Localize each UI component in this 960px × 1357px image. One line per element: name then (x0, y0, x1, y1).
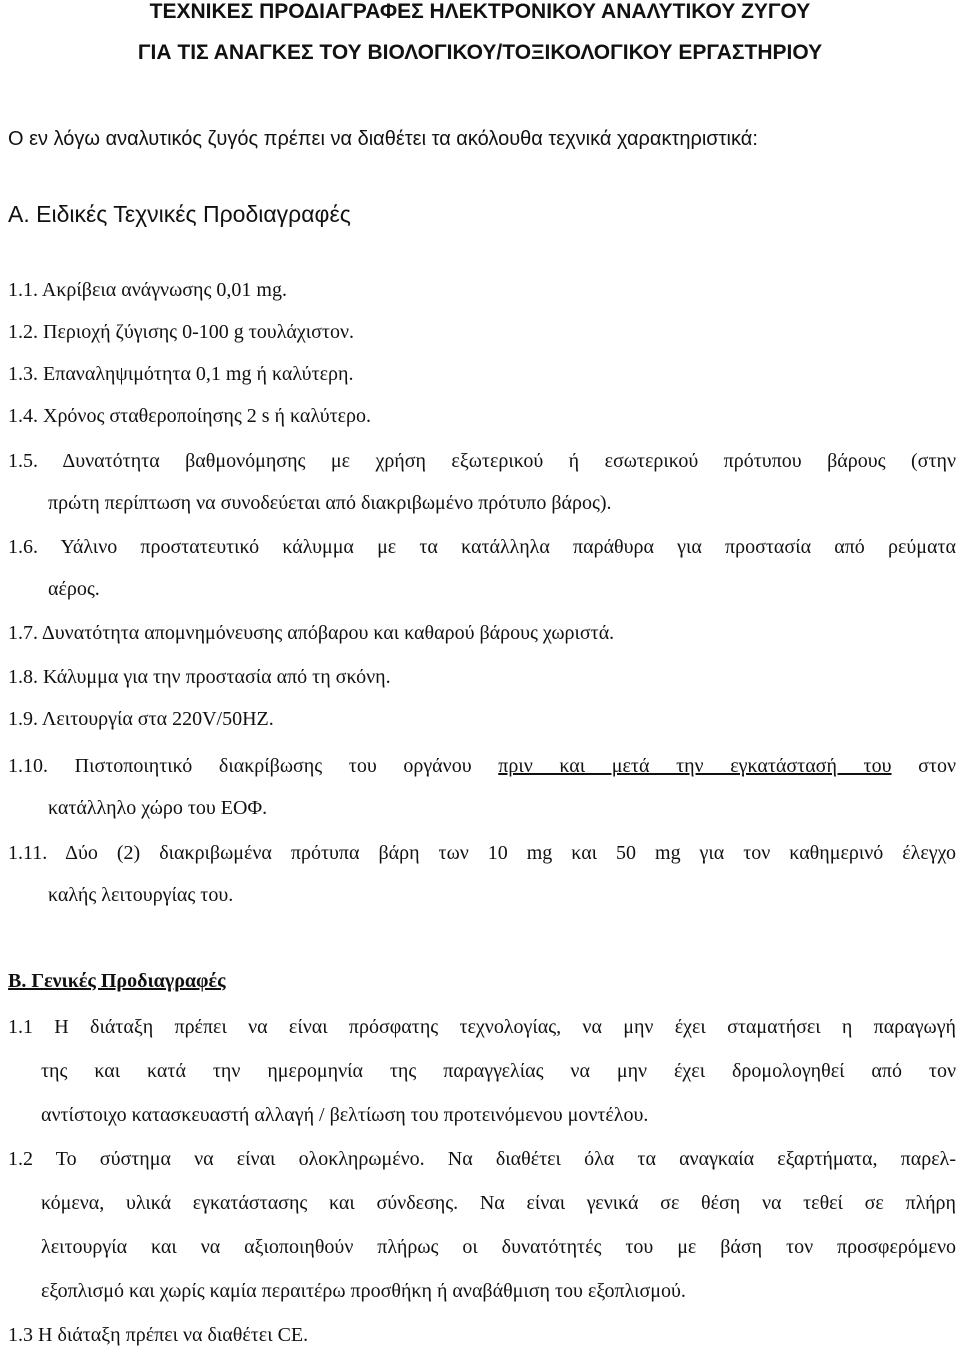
item-number: 1.9. (8, 708, 38, 730)
spec-item-1-8 (8, 656, 956, 698)
item-number: 1.2. (8, 321, 38, 343)
item-text: στον (918, 755, 957, 777)
spec-line (8, 1137, 956, 1181)
item-number: 1.3. (8, 363, 38, 385)
general-spec-1-1 (8, 1005, 956, 1137)
spec-text: Το σύστημα να είναι ολοκληρωμένο. Να διαθέτει όλα τα αναγκαία εξαρτήματα, παρελ- (55, 1148, 956, 1170)
spec-item-1-1 (8, 269, 956, 311)
item-number: 1.10. (8, 755, 48, 777)
spec-line: της και κατά την ημερομηνία της παραγγελίας να μην έχει δρομολογηθεί από τον (41, 1060, 956, 1082)
item-continuation: πρώτη περίπτωση να συνοδεύεται από διακριβωμένο πρότυπο βάρος). (48, 492, 612, 514)
item-number: 1.4. (8, 405, 38, 427)
item-text: Δυνατότητα απομνημόνευσης απόβαρου και καθαρού βάρους χωριστά. (41, 622, 615, 644)
spec-item-1-6 (8, 526, 956, 610)
spec-item-1-9 (8, 698, 956, 740)
item-number: 1.6. (8, 536, 38, 558)
spec-text: Η διάταξη πρέπει να είναι πρόσφατης τεχνολογίας, να μην έχει σταματήσει η παραγωγή (54, 1016, 957, 1038)
spec-line: κόμενα, υλικά εγκατάστασης και σύνδεσης. Να είναι γενικά σε θέση να τεθεί σε πλήρη (41, 1192, 956, 1214)
spec-item-1-2 (8, 311, 956, 353)
spec-number: 1.2 (8, 1148, 33, 1170)
spec-item-1-4 (8, 395, 956, 437)
spec-item-1-11 (8, 832, 956, 916)
document-title-line-1: ΤΕΧΝΙΚΕΣ ΠΡΟΔΙΑΓΡΑΦΕΣ ΗΛΕΚΤΡΟΝΙΚΟΥ ΑΝΑΛΥΤΙΚΟΥ ΖΥΓΟΥ (149, 0, 811, 23)
item-number: 1.1. (8, 279, 38, 301)
item-continuation: κατάλληλο χώρο του ΕΟΦ. (48, 797, 268, 819)
item-number: 1.11. (8, 842, 48, 864)
item-text: Δυνατότητα βαθμονόμησης με χρήση εξωτερικού ή εσωτερικού πρότυπου βάρους (στην (62, 450, 957, 472)
item-continuation: καλής λειτουργίας του. (48, 884, 234, 906)
spec-text: Η διάταξη πρέπει να διαθέτει CE. (38, 1324, 309, 1346)
item-text: Κάλυμμα για την προστασία από τη σκόνη. (43, 666, 391, 688)
spec-item-1-5 (8, 440, 956, 524)
intro-paragraph: Ο εν λόγω αναλυτικός ζυγός πρέπει να διαθέτει τα ακόλουθα τεχνικά χαρακτηριστικά: (8, 128, 758, 150)
item-text-underlined: πριν και μετά την εγκατάστασή του (498, 755, 892, 777)
item-text: Υάλινο προστατευτικό κάλυμμα με τα κατάλληλα παράθυρα για προστασία από ρεύματα (60, 536, 956, 558)
item-text: Χρόνος σταθεροποίησης 2 s ή καλύτερο. (43, 405, 372, 427)
item-text: Περιοχή ζύγισης 0-100 g τουλάχιστον. (43, 321, 354, 343)
spec-line (8, 1005, 956, 1049)
item-number: 1.7. (8, 622, 38, 644)
item-number: 1.5. (8, 450, 38, 472)
spec-line (8, 1313, 956, 1357)
document-title-line-2: ΓΙΑ ΤΙΣ ΑΝΑΓΚΕΣ ΤΟΥ ΒΙΟΛΟΓΙΚΟΥ/ΤΟΞΙΚΟΛΟΓΙΚΟΥ ΕΡΓΑΣΤΗΡΙΟΥ (137, 41, 823, 64)
item-text: Δύο (2) διακριβωμένα πρότυπα βάρη των 10 mg και 50 mg για τον καθημερινό έλεγχο (65, 842, 956, 864)
spec-line: αντίστοιχο κατασκευαστή αλλαγή / βελτίωση του προτεινόμενου μοντέλου. (41, 1104, 649, 1126)
spec-line: λειτουργία και να αξιοποιηθούν πλήρως οι δυνατότητές του με βάση τον προσφερόμενο (41, 1236, 956, 1258)
item-text: Λειτουργία στα 220V/50HZ. (41, 708, 274, 730)
item-text: Επαναληψιμότητα 0,1 mg ή καλύτερη. (43, 363, 354, 385)
general-spec-1-2 (8, 1137, 956, 1313)
spec-line: εξοπλισμό και χωρίς καμία περαιτέρω προσθήκη ή αναβάθμιση του εξοπλισμού. (41, 1280, 686, 1302)
item-number: 1.8. (8, 666, 38, 688)
spec-number: 1.1 (8, 1016, 33, 1038)
spec-item-1-7 (8, 612, 956, 654)
spec-item-1-3 (8, 353, 956, 395)
section-b-heading: Β. Γενικές Προδιαγραφές (8, 970, 226, 992)
general-spec-1-3 (8, 1313, 956, 1357)
item-text: Ακρίβεια ανάγνωσης 0,01 mg. (41, 279, 287, 301)
item-text: Πιστοποιητικό διακρίβωσης του οργάνου (74, 755, 472, 777)
section-a-heading: Α. Ειδικές Τεχνικές Προδιαγραφές (8, 201, 351, 227)
spec-item-1-10 (8, 745, 956, 829)
item-continuation: αέρος. (48, 578, 100, 600)
spec-number: 1.3 (8, 1324, 33, 1346)
